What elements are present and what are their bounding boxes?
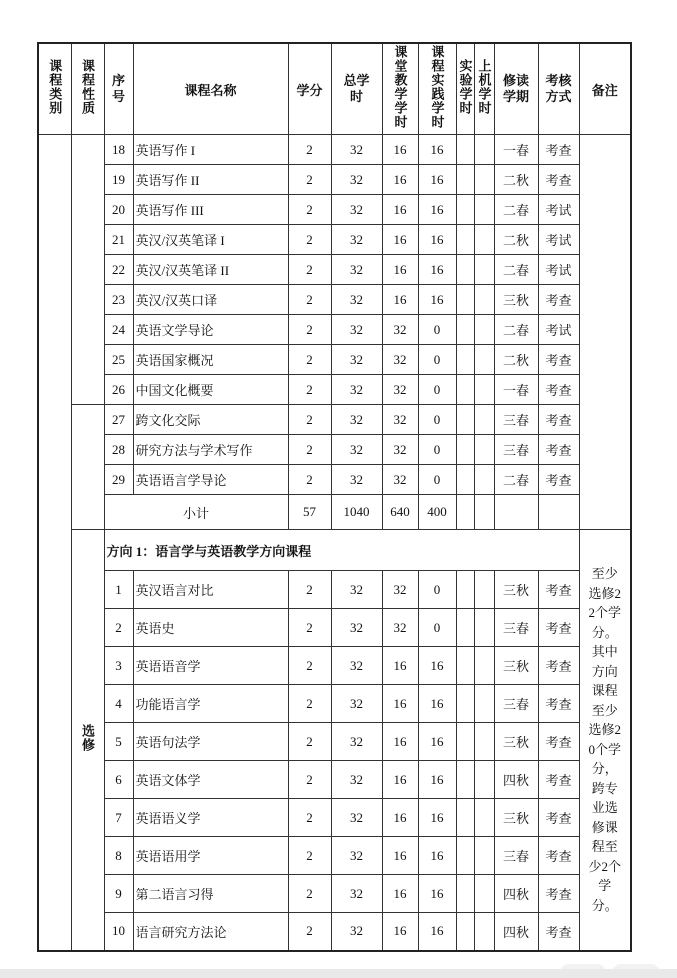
cell-computer-hours: [474, 799, 494, 837]
cell-classroom-hours: 16: [382, 875, 418, 913]
cell-total-hours: 32: [331, 315, 382, 345]
cell-semester: 三秋: [494, 799, 538, 837]
cell-credits: 2: [288, 837, 331, 875]
cell-semester: 三春: [494, 685, 538, 723]
header-practice-hours-label: 课程实践学时: [429, 45, 445, 129]
cell-semester: 三秋: [494, 571, 538, 609]
table-row: [38, 225, 631, 255]
cell-credits: 2: [288, 195, 331, 225]
cell-assessment: 考查: [538, 435, 579, 465]
cell-nature-elective: [71, 530, 104, 951]
cell-total-hours: 32: [331, 799, 382, 837]
cell-classroom-hours: 16: [382, 135, 418, 165]
table-row: [38, 875, 631, 913]
cell-course-name: 英语文体学: [133, 761, 288, 799]
direction-header-row: [38, 530, 631, 571]
cell-credits: 2: [288, 875, 331, 913]
cell-practice-hours: 0: [418, 609, 456, 647]
header-semester-label: 修读学期: [502, 72, 529, 104]
cell-total-hours: 32: [331, 345, 382, 375]
header-total-hours: [331, 43, 382, 135]
header-experiment-hours-label: 实验学时: [457, 59, 473, 115]
cell-course-name: 英语句法学: [133, 723, 288, 761]
cell-credits: 2: [288, 647, 331, 685]
cell-computer-hours: [474, 875, 494, 913]
cell-total-hours: 32: [331, 285, 382, 315]
cell-classroom-hours: 16: [382, 255, 418, 285]
table-row: [38, 571, 631, 609]
cell-course-name: 研究方法与学术写作: [133, 435, 288, 465]
cell-credits: 2: [288, 465, 331, 495]
cell-semester: 二秋: [494, 345, 538, 375]
direction-title: 方向 1：语言学与英语教学方向课程: [104, 530, 579, 571]
cell-total-hours: 32: [331, 609, 382, 647]
cell-no: 24: [104, 315, 133, 345]
table-row: [38, 405, 631, 435]
header-credits: [288, 43, 331, 135]
cell-classroom-hours: 32: [382, 375, 418, 405]
cell-experiment-hours: [456, 345, 474, 375]
cell-credits: 2: [288, 571, 331, 609]
cell-experiment-hours: [456, 225, 474, 255]
cell-classroom-hours: 32: [382, 315, 418, 345]
subtotal-classroom-hours: 640: [382, 495, 418, 530]
cell-credits: 2: [288, 435, 331, 465]
cell-semester: 四秋: [494, 913, 538, 951]
cell-total-hours: 32: [331, 195, 382, 225]
table-row: [38, 435, 631, 465]
cell-experiment-hours: [456, 761, 474, 799]
cell-no: 8: [104, 837, 133, 875]
cell-semester: 一春: [494, 375, 538, 405]
table-row: [38, 285, 631, 315]
table-row: [38, 913, 631, 951]
table-row: [38, 165, 631, 195]
cell-total-hours: 32: [331, 647, 382, 685]
cell-experiment-hours: [456, 685, 474, 723]
subtotal-practice-hours: 400: [418, 495, 456, 530]
header-classroom-hours: [382, 43, 418, 135]
cell-assessment: 考查: [538, 799, 579, 837]
cell-no: 6: [104, 761, 133, 799]
cell-practice-hours: 0: [418, 315, 456, 345]
subtotal-label: 小计: [104, 495, 288, 530]
cell-course-name: 英语语音学: [133, 647, 288, 685]
cell-course-name: 跨文化交际: [133, 405, 288, 435]
cell-classroom-hours: 16: [382, 685, 418, 723]
cell-no: 27: [104, 405, 133, 435]
table-row: [38, 799, 631, 837]
header-computer-hours-label: 上机学时: [476, 59, 492, 115]
cell-semester: 三春: [494, 435, 538, 465]
cell-semester: 二春: [494, 255, 538, 285]
cell-practice-hours: 0: [418, 435, 456, 465]
subtotal-experiment-hours: [456, 495, 474, 530]
cell-semester: 二春: [494, 465, 538, 495]
cell-credits: 2: [288, 135, 331, 165]
cell-course-name: 英语文学导论: [133, 315, 288, 345]
cell-semester: 二春: [494, 315, 538, 345]
cell-experiment-hours: [456, 135, 474, 165]
cell-experiment-hours: [456, 255, 474, 285]
cell-computer-hours: [474, 685, 494, 723]
curriculum-table-body: [38, 135, 631, 951]
cell-classroom-hours: 16: [382, 723, 418, 761]
cell-credits: 2: [288, 799, 331, 837]
cell-no: 22: [104, 255, 133, 285]
cell-experiment-hours: [456, 799, 474, 837]
cell-practice-hours: 0: [418, 375, 456, 405]
cell-computer-hours: [474, 465, 494, 495]
cell-assessment: 考查: [538, 837, 579, 875]
cell-course-name: 英语写作 III: [133, 195, 288, 225]
table-row: [38, 647, 631, 685]
cell-classroom-hours: 32: [382, 405, 418, 435]
cell-course-name: 语言研究方法论: [133, 913, 288, 951]
cell-credits: 2: [288, 913, 331, 951]
cell-computer-hours: [474, 647, 494, 685]
cell-course-name: 英语国家概况: [133, 345, 288, 375]
subtotal-computer-hours: [474, 495, 494, 530]
cell-semester: 三春: [494, 405, 538, 435]
header-experiment-hours: [456, 43, 474, 135]
cell-no: 4: [104, 685, 133, 723]
cell-total-hours: 32: [331, 571, 382, 609]
cell-assessment: 考查: [538, 465, 579, 495]
cell-computer-hours: [474, 345, 494, 375]
header-assessment: [538, 43, 579, 135]
cell-computer-hours: [474, 195, 494, 225]
cell-assessment: 考查: [538, 165, 579, 195]
cell-semester: 二秋: [494, 225, 538, 255]
cell-no: 20: [104, 195, 133, 225]
cell-computer-hours: [474, 135, 494, 165]
cell-assessment: 考查: [538, 609, 579, 647]
cell-experiment-hours: [456, 571, 474, 609]
cell-experiment-hours: [456, 375, 474, 405]
cell-classroom-hours: 32: [382, 435, 418, 465]
subtotal-credits: 57: [288, 495, 331, 530]
cell-classroom-hours: 16: [382, 285, 418, 315]
cell-experiment-hours: [456, 875, 474, 913]
cell-no: 9: [104, 875, 133, 913]
cell-computer-hours: [474, 255, 494, 285]
cell-practice-hours: 0: [418, 571, 456, 609]
table-row: [38, 685, 631, 723]
table-row: [38, 135, 631, 165]
cell-practice-hours: 0: [418, 465, 456, 495]
cell-no: 25: [104, 345, 133, 375]
header-category-label: 课程类别: [47, 59, 63, 115]
cell-course-name: 英汉/汉英笔译 II: [133, 255, 288, 285]
cell-no: 26: [104, 375, 133, 405]
cell-assessment: 考试: [538, 195, 579, 225]
cell-semester: 四秋: [494, 875, 538, 913]
curriculum-table: [37, 42, 632, 952]
cell-practice-hours: 16: [418, 875, 456, 913]
cell-practice-hours: 16: [418, 165, 456, 195]
cell-no: 29: [104, 465, 133, 495]
cell-no: 18: [104, 135, 133, 165]
cell-computer-hours: [474, 375, 494, 405]
cell-assessment: 考查: [538, 647, 579, 685]
header-credits-label: 学分: [296, 82, 323, 98]
cell-no: 2: [104, 609, 133, 647]
cell-classroom-hours: 16: [382, 837, 418, 875]
header-category: [38, 43, 71, 135]
cell-total-hours: 32: [331, 875, 382, 913]
header-semester: [494, 43, 538, 135]
cell-total-hours: 32: [331, 225, 382, 255]
table-row: [38, 609, 631, 647]
cell-no: 23: [104, 285, 133, 315]
cell-experiment-hours: [456, 315, 474, 345]
cell-assessment: 考查: [538, 375, 579, 405]
cell-experiment-hours: [456, 435, 474, 465]
cell-no: 7: [104, 799, 133, 837]
cell-course-name: 第二语言习得: [133, 875, 288, 913]
subtotal-assessment: [538, 495, 579, 530]
remark-text: 至少选修22个学分。其中方向课程至少选修20个学分，跨专业选修课程至少2个学分。: [588, 566, 621, 913]
cell-classroom-hours: 32: [382, 609, 418, 647]
cell-credits: 2: [288, 761, 331, 799]
cell-experiment-hours: [456, 165, 474, 195]
cell-credits: 2: [288, 375, 331, 405]
cell-total-hours: 32: [331, 465, 382, 495]
cell-course-name: 英语史: [133, 609, 288, 647]
cell-practice-hours: 16: [418, 285, 456, 315]
header-total-hours-label: 总学时: [343, 72, 370, 104]
cell-credits: 2: [288, 285, 331, 315]
cell-classroom-hours: 32: [382, 465, 418, 495]
header-remark-label: 备注: [591, 82, 618, 98]
cell-experiment-hours: [456, 195, 474, 225]
cell-credits: 2: [288, 609, 331, 647]
cell-assessment: 考查: [538, 345, 579, 375]
table-row: [38, 315, 631, 345]
header-nature: [71, 43, 104, 135]
cell-nature: [71, 405, 104, 530]
header-no-label: 序号: [111, 72, 125, 104]
header-practice-hours: [418, 43, 456, 135]
cell-semester: 三秋: [494, 647, 538, 685]
cell-computer-hours: [474, 913, 494, 951]
cell-computer-hours: [474, 315, 494, 345]
cell-course-name: 中国文化概要: [133, 375, 288, 405]
cell-course-name: 功能语言学: [133, 685, 288, 723]
cell-credits: 2: [288, 315, 331, 345]
cell-experiment-hours: [456, 609, 474, 647]
header-row: [38, 43, 631, 135]
header-no: [104, 43, 133, 135]
subtotal-total-hours: 1040: [331, 495, 382, 530]
cell-no: 21: [104, 225, 133, 255]
table-row: [38, 837, 631, 875]
cell-computer-hours: [474, 609, 494, 647]
cell-credits: 2: [288, 723, 331, 761]
cell-total-hours: 32: [331, 435, 382, 465]
cell-computer-hours: [474, 225, 494, 255]
cell-semester: 三春: [494, 609, 538, 647]
header-remark: [579, 43, 631, 135]
cell-total-hours: 32: [331, 913, 382, 951]
cell-classroom-hours: 16: [382, 225, 418, 255]
cell-total-hours: 32: [331, 375, 382, 405]
header-classroom-hours-label: 课堂教学学时: [392, 45, 408, 129]
cell-experiment-hours: [456, 913, 474, 951]
cell-nature: [71, 135, 104, 405]
table-row: [38, 761, 631, 799]
header-computer-hours: [474, 43, 494, 135]
cell-practice-hours: 16: [418, 135, 456, 165]
cell-computer-hours: [474, 165, 494, 195]
cell-no: 3: [104, 647, 133, 685]
cell-assessment: 考查: [538, 571, 579, 609]
cell-total-hours: 32: [331, 685, 382, 723]
cell-computer-hours: [474, 435, 494, 465]
cell-practice-hours: 16: [418, 723, 456, 761]
cell-course-name: 英语语义学: [133, 799, 288, 837]
cell-practice-hours: 0: [418, 345, 456, 375]
cell-assessment: 考查: [538, 135, 579, 165]
header-course-name: [133, 43, 288, 135]
subtotal-semester: [494, 495, 538, 530]
page-bottom-background: [0, 969, 677, 978]
cell-semester: 二春: [494, 195, 538, 225]
table-row: [38, 723, 631, 761]
cell-classroom-hours: 32: [382, 345, 418, 375]
cell-credits: 2: [288, 165, 331, 195]
cell-practice-hours: 16: [418, 647, 456, 685]
cell-classroom-hours: 16: [382, 195, 418, 225]
cell-no: 10: [104, 913, 133, 951]
cell-assessment: 考查: [538, 685, 579, 723]
cell-course-name: 英语语言学导论: [133, 465, 288, 495]
table-row: [38, 465, 631, 495]
cell-practice-hours: 16: [418, 837, 456, 875]
cell-practice-hours: 16: [418, 913, 456, 951]
subtotal-row: [38, 495, 631, 530]
cell-total-hours: 32: [331, 165, 382, 195]
cell-assessment: 考查: [538, 761, 579, 799]
cell-assessment: 考查: [538, 875, 579, 913]
cell-remark: [579, 135, 631, 530]
cell-credits: 2: [288, 405, 331, 435]
cell-practice-hours: 16: [418, 685, 456, 723]
cell-experiment-hours: [456, 837, 474, 875]
cell-semester: 四秋: [494, 761, 538, 799]
header-assessment-label: 考核方式: [545, 72, 572, 104]
table-row: [38, 375, 631, 405]
header-nature-label: 课程性质: [80, 59, 95, 115]
cell-course-name: 英语语用学: [133, 837, 288, 875]
cell-course-name: 英汉/汉英口译: [133, 285, 288, 315]
cell-semester: 三秋: [494, 723, 538, 761]
cell-computer-hours: [474, 405, 494, 435]
nature-elective-label: 选修: [80, 723, 95, 752]
cell-practice-hours: 16: [418, 225, 456, 255]
cell-assessment: 考试: [538, 315, 579, 345]
cell-experiment-hours: [456, 723, 474, 761]
cell-experiment-hours: [456, 405, 474, 435]
table-row: [38, 345, 631, 375]
cell-assessment: 考试: [538, 255, 579, 285]
cell-course-name: 英语写作 I: [133, 135, 288, 165]
cell-classroom-hours: 16: [382, 761, 418, 799]
cell-total-hours: 32: [331, 255, 382, 285]
cell-classroom-hours: 32: [382, 571, 418, 609]
table-row: [38, 195, 631, 225]
cell-experiment-hours: [456, 647, 474, 685]
cell-practice-hours: 16: [418, 799, 456, 837]
cell-classroom-hours: 16: [382, 913, 418, 951]
cell-credits: 2: [288, 225, 331, 255]
cell-course-name: 英汉语言对比: [133, 571, 288, 609]
cell-total-hours: 32: [331, 405, 382, 435]
cell-computer-hours: [474, 837, 494, 875]
cell-computer-hours: [474, 285, 494, 315]
cell-semester: 一春: [494, 135, 538, 165]
cell-computer-hours: [474, 571, 494, 609]
cell-practice-hours: 16: [418, 255, 456, 285]
cell-classroom-hours: 16: [382, 165, 418, 195]
cell-semester: 二秋: [494, 165, 538, 195]
cell-classroom-hours: 16: [382, 647, 418, 685]
cell-assessment: 考查: [538, 723, 579, 761]
cell-total-hours: 32: [331, 761, 382, 799]
cell-total-hours: 32: [331, 723, 382, 761]
cell-no: 1: [104, 571, 133, 609]
cell-no: 19: [104, 165, 133, 195]
cell-computer-hours: [474, 761, 494, 799]
header-course-name-label: 课程名称: [184, 82, 237, 98]
cell-course-name: 英语写作 II: [133, 165, 288, 195]
cell-remark-elective: [579, 530, 631, 951]
cell-experiment-hours: [456, 465, 474, 495]
cell-no: 5: [104, 723, 133, 761]
table-row: [38, 255, 631, 285]
cell-semester: 三春: [494, 837, 538, 875]
cell-computer-hours: [474, 723, 494, 761]
cell-total-hours: 32: [331, 837, 382, 875]
cell-practice-hours: 16: [418, 761, 456, 799]
cell-category: [38, 135, 71, 951]
cell-practice-hours: 16: [418, 195, 456, 225]
cell-course-name: 英汉/汉英笔译 I: [133, 225, 288, 255]
cell-classroom-hours: 16: [382, 799, 418, 837]
cell-assessment: 考查: [538, 285, 579, 315]
cell-experiment-hours: [456, 285, 474, 315]
cell-credits: 2: [288, 345, 331, 375]
cell-practice-hours: 0: [418, 405, 456, 435]
cell-total-hours: 32: [331, 135, 382, 165]
cell-assessment: 考试: [538, 225, 579, 255]
cell-semester: 三秋: [494, 285, 538, 315]
cell-no: 28: [104, 435, 133, 465]
cell-credits: 2: [288, 685, 331, 723]
cell-assessment: 考查: [538, 913, 579, 951]
cell-credits: 2: [288, 255, 331, 285]
cell-assessment: 考查: [538, 405, 579, 435]
